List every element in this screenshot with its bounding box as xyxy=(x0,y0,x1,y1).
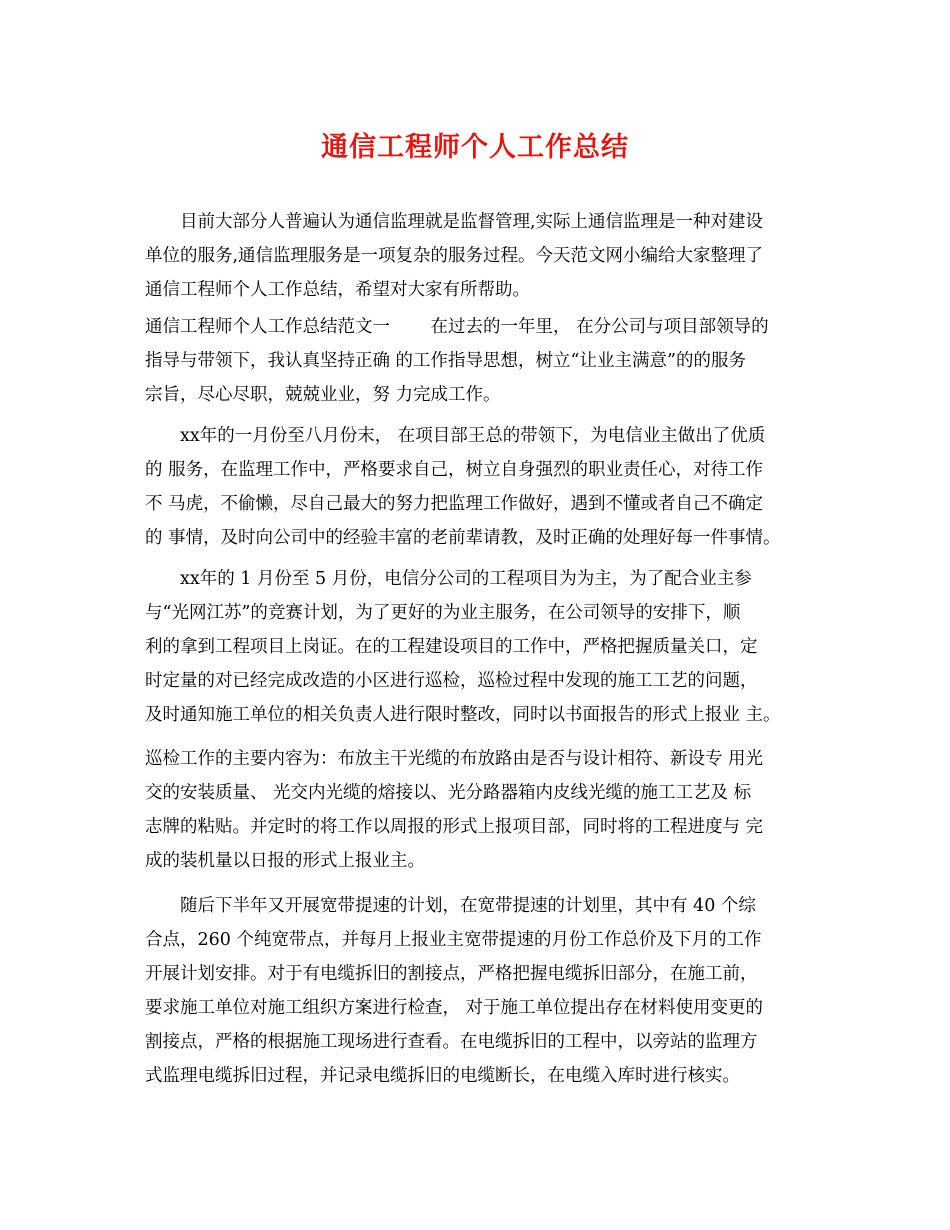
body-line: 要求施工单位对施工组织方案进行检查， 对于施工单位提出存在材料使用变更的 xyxy=(145,998,764,1018)
body-line: 巡检工作的主要内容为：布放主干光缆的布放路由是否与设计相符、新设专 用光 xyxy=(145,749,764,769)
body-line: 与“光网江苏”的竞赛计划，为了更好的为业主服务，在公司领导的安排下，顺 xyxy=(145,603,741,623)
body-line: 通信工程师个人工作总结，希望对大家有所帮助。 xyxy=(145,280,530,300)
body-line: 通信工程师个人工作总结范文一 在过去的一年里， 在分公司与项目部领导的 xyxy=(145,317,769,337)
body-line: 的 服务，在监理工作中，严格要求自己，树立自身强烈的职业责任心，对待工作 xyxy=(145,460,764,480)
body-line: xx年的 1 月份至 5 月份，电信分公司的工程项目为为主，为了配合业主参 xyxy=(145,569,752,589)
body-line: xx年的一月份至八月份末， 在项目部王总的带领下，为电信业主做出了优质 xyxy=(145,426,766,446)
body-line: 目前大部分人普遍认为通信监理就是监督管理,实际上通信监理是一种对建设 xyxy=(145,212,764,232)
body-line: 合点，260 个纯宽带点，并每月上报业主宽带提速的月份工作总价及下月的工作 xyxy=(145,930,762,950)
body-line: 的 事情，及时向公司中的经验丰富的老前辈请教，及时正确的处理好每一件事情。 xyxy=(145,528,781,548)
body-line: 指导与带领下，我认真坚持正确 的工作指导思想，树立“让业主满意”的的服务 xyxy=(145,351,746,371)
body-line: 志牌的粘贴。并定时的将工作以周报的形式上报项目部，同时将的工程进度与 完 xyxy=(145,817,764,837)
body-line: 时定量的对已经完成改造的小区进行巡检，巡检过程中发现的施工工艺的问题， xyxy=(145,671,758,691)
body-line: 成的装机量以日报的形式上报业主。 xyxy=(145,851,425,871)
body-line: 交的安装质量、 光交内光缆的熔接以、光分路器箱内皮线光缆的施工工艺及 标 xyxy=(145,783,752,803)
body-line: 宗旨，尽心尽职，兢兢业业，努 力完成工作。 xyxy=(145,385,501,405)
body-line: 不 马虎，不偷懒，尽自己最大的努力把监理工作做好，遇到不懂或者自己不确定 xyxy=(145,494,764,514)
document-title: 通信工程师个人工作总结 xyxy=(321,132,629,163)
body-line: 利的拿到工程项目上岗证。在的工程建设项目的工作中，严格把握质量关口，定 xyxy=(145,637,758,657)
body-line: 单位的服务,通信监理服务是一项复杂的服务过程。今天范文网小编给大家整理了 xyxy=(145,246,764,266)
body-line: 式监理电缆拆旧过程，并记录电缆拆旧的电缆断长，在电缆入库时进行核实。 xyxy=(145,1066,740,1086)
body-line: 及时通知施工单位的相关负责人进行限时整改，同时以书面报告的形式上报业 主。 xyxy=(145,705,781,725)
body-line: 开展计划安排。对于有电缆拆旧的割接点，严格把握电缆拆旧部分，在施工前， xyxy=(145,964,758,984)
body-line: 随后下半年又开展宽带提速的计划，在宽带提速的计划里，其中有 40 个综 xyxy=(145,896,756,916)
body-line: 割接点，严格的根据施工现场进行查看。在电缆拆旧的工程中，以旁站的监理方 xyxy=(145,1032,758,1052)
